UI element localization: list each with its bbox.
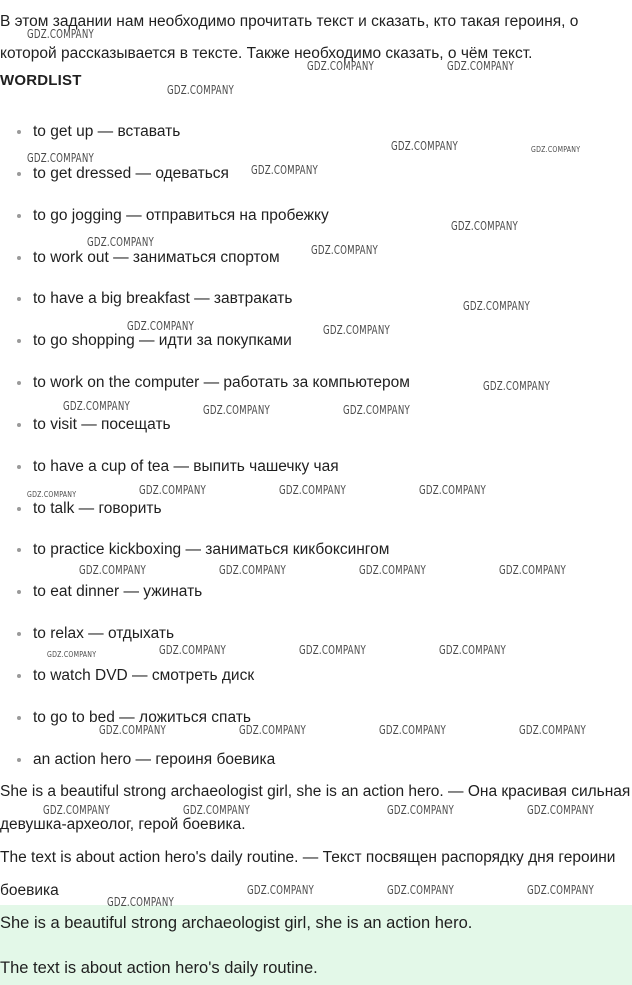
watermark: GDZ.COMPANY [27,27,94,41]
bullet-icon [17,674,21,678]
watermark: GDZ.COMPANY [387,803,454,817]
watermark: GDZ.COMPANY [419,483,486,497]
watermark: GDZ.COMPANY [311,243,378,257]
watermark: GDZ.COMPANY [447,59,514,73]
watermark: GDZ.COMPANY [87,235,154,249]
bullet-icon [17,423,21,427]
answer-line-1: She is a beautiful strong archaeologist girl, she is an action hero. [0,914,473,932]
watermark: GDZ.COMPANY [27,151,94,165]
watermark: GDZ.COMPANY [307,59,374,73]
watermark: GDZ.COMPANY [379,723,446,737]
bullet-icon [17,381,21,385]
watermark: GDZ.COMPANY [127,319,194,333]
bullet-icon [17,297,21,301]
watermark: GDZ.COMPANY [203,403,270,417]
watermark: GDZ.COMPANY [167,83,234,97]
watermark: GDZ.COMPANY [359,563,426,577]
bullet-icon [17,465,21,469]
watermark: GDZ.COMPANY [47,650,97,659]
watermark: GDZ.COMPANY [247,883,314,897]
translation-paragraph-1: She is a beautiful strong archaeologist girl, she is an action hero. — Она красивая сильная девушка-археолог, герой боевика. [0,783,631,833]
watermark: GDZ.COMPANY [159,643,226,657]
bullet-icon [17,339,21,343]
watermark: GDZ.COMPANY [323,323,390,337]
watermark: GDZ.COMPANY [483,379,550,393]
bullet-icon [17,256,21,260]
watermark: GDZ.COMPANY [63,399,130,413]
watermark: GDZ.COMPANY [279,483,346,497]
wordlist-heading: WORDLIST [0,72,82,89]
watermark: GDZ.COMPANY [43,803,110,817]
watermark: GDZ.COMPANY [99,723,166,737]
bullet-icon [17,590,21,594]
answer-box [0,905,632,985]
watermark: GDZ.COMPANY [183,803,250,817]
bullet-icon [17,758,21,762]
bullet-icon [17,507,21,511]
watermark: GDZ.COMPANY [439,643,506,657]
watermark: GDZ.COMPANY [463,299,530,313]
watermark: GDZ.COMPANY [79,563,146,577]
watermark: GDZ.COMPANY [343,403,410,417]
watermark: GDZ.COMPANY [531,145,581,154]
watermark: GDZ.COMPANY [299,643,366,657]
bullet-icon [17,716,21,720]
bullet-icon [17,214,21,218]
watermark: GDZ.COMPANY [27,490,77,499]
bullet-icon [17,130,21,134]
bullet-icon [17,548,21,552]
watermark: GDZ.COMPANY [499,563,566,577]
translation-paragraph-2: The text is about action hero's daily routine. — Текст посвящен распорядку дня героини боевика [0,849,616,899]
bullet-icon [17,172,21,176]
watermark: GDZ.COMPANY [391,139,458,153]
task-intro: В этом задании нам необходимо прочитать текст и сказать, кто такая героиня, о которой рассказывается в тексте. Также необходимо сказать, о чём текст. [0,13,579,62]
watermark: GDZ.COMPANY [387,883,454,897]
watermark: GDZ.COMPANY [107,895,174,909]
watermark: GDZ.COMPANY [527,803,594,817]
answer-line-2: The text is about action hero's daily routine. [0,959,318,977]
watermark: GDZ.COMPANY [251,163,318,177]
watermark: GDZ.COMPANY [451,219,518,233]
bullet-icon [17,632,21,636]
watermark: GDZ.COMPANY [139,483,206,497]
watermark: GDZ.COMPANY [519,723,586,737]
watermark: GDZ.COMPANY [239,723,306,737]
watermark: GDZ.COMPANY [219,563,286,577]
watermark: GDZ.COMPANY [527,883,594,897]
